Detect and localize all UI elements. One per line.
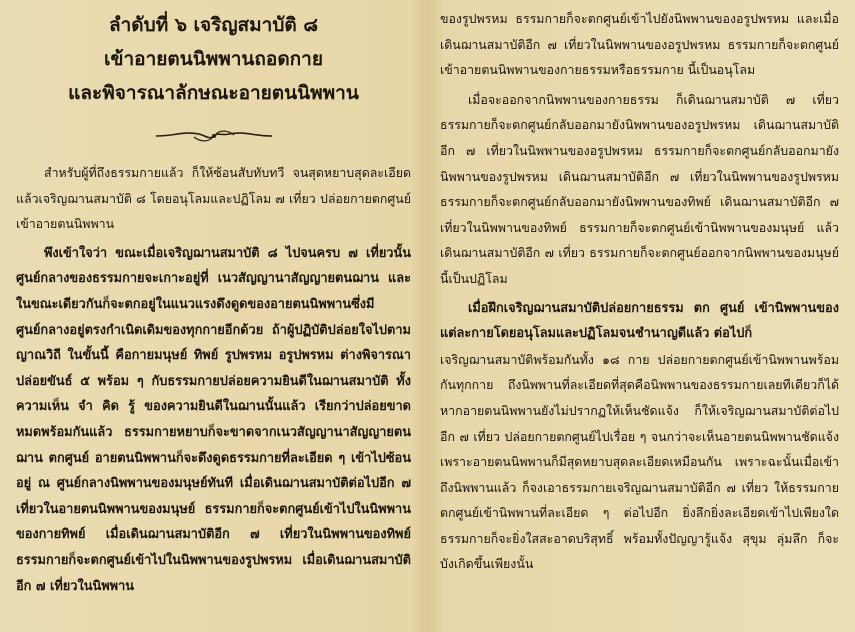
chapter-title-line-1: ลำดับที่ ๖ เจริญสมาบัติ ๘ [108, 14, 318, 36]
chapter-title-line-2: เข้าอายตนนิพพานถอดกาย [104, 48, 323, 70]
scroll-flourish-icon [154, 128, 274, 144]
paragraph-anuloma: ของรูปพรหม ธรรมกายก็จะตกศูนย์เข้าไปยังนิพพานของอรูปพรหม และเมื่อเดินฌานสมาบัติอีก ๗ เที่ยวในนิพพานของอรูปพรหม ธรรมกายก็จะตกศูนย์เข้าอายตนนิพพานของกายธรรมหรือธรรมกาย นี้เป็นอนุโลม [440, 11, 839, 78]
paragraph-all-bodies: เจริญฌานสมาบัติพร้อมกันทั้ง ๑๘ กาย ปล่อยกายตกศูนย์เข้านิพพานพร้อมกันทุกกาย ถึงนิพพานที่ละเอียดที่สุดคือนิพพานของธรรมกายเลยทีเดียวก็ได้ หากอายตนนิพพานยังไม่ปรากฏให้เห็นชัดแจ้ง ก็ให้เจริญฌานสมาบัติต่อไปอีก ๗ เที่ยว ปล่อยกายตกศูนย์ไปเรื่อย ๆ จนกว่าจะเห็นอายตนนิพพานชัดแจ้ง เพราะอายตนนิพพานก็มีสุดหยาบสุดละเอียดเหมือนกัน เพราะฉะนั้นเมื่อเข้าถึงนิพพานแล้ว ก็จงเอาธรรมกายเจริญฌานสมาบัติอีก ๗ เที่ยว ให้ธรรมกายตกศูนย์เข้านิพพานที่ละเอียด ๆ ต่อไปอีก ยิ่งลึกยิ่งละเอียดเข้าไปเพียงใด ธรรมกายก็จะยิ่งใสสะอาดบริสุทธิ์ พร้อมทั้งปัญญารู้แจ้ง สุขุม ลุ่มลึก ก็จะบังเกิดขึ้นเพียงนั้น [440, 351, 839, 572]
paragraph-explanation: พึงเข้าใจว่า ขณะเมื่อเจริญฌานสมาบัติ ๘ ไปจนครบ ๗ เที่ยวนั้น ศูนย์กลางของธรรมกายจะเกาะอยู่ที่ เนวสัญญานาสัญญายตนฌาน และในขณะเดียวกันก็จะตกอยู่ในแนวแรงดึงดูดของอายตนนิพพานซึ่งมีศูนย์กลางอยู่ตรงกำเนิดเดิมของทุกกายอีกด้วย ถ้าผู้ปฏิบัติปล่อยใจไปตามญาณวิถี ในขั้นนี้ คือกายมนุษย์ ทิพย์ รูปพรหม อรูปพรหม ต่างพิจารณาปล่อยขันธ์ ๕ พร้อม ๆ กับธรรมกายปล่อยความยินดีในฌานสมาบัติ ทั้งความเห็น จำ คิด รู้ ของความยินดีในฌานนั้นแล้ว เรียกว่าปล่อยขาดหมดพร้อมกันแล้ว ธรรมกายหยาบก็จะขาดจากเนวสัญญานาสัญญายตนฌาน ตกศูนย์ อายตนนิพพานก็จะดึงดูดธรรมกายที่ละเอียด ๆ เข้าไปซ้อนอยู่ ณ ศูนย์กลางนิพพานของมนุษย์ทันที เมื่อเดินฌานสมาบัติต่อไปอีก ๗ เที่ยวในอายตนนิพพานของมนุษย์ ธรรมกายก็จะตกศูนย์เข้าไปในนิพพานของกายทิพย์ เมื่อเดินฌานสมาบัติอีก ๗ เที่ยวในนิพพานของทิพย์ ธรรมกายก็จะตกศูนย์เข้าไปในนิพพานของรูปพรหม เมื่อเดินฌานสมาบัติอีก ๗ เที่ยวในนิพพาน [16, 245, 411, 594]
paragraph-practice: เมื่อฝึกเจริญฌานสมาบัติปล่อยกายธรรม ตก ศูนย์ เข้านิพพานของแต่ละกายโดยอนุโลมและปฏิโลมจนชำนาญดีแล้ว ต่อไปก็ [440, 300, 839, 342]
paragraph-patiloma: เมื่อจะออกจากนิพพานของกายธรรม ก็เดินฌานสมาบัติ ๗ เที่ยว ธรรมกายก็จะตกศูนย์กลับออกมายังนิพพานของอรูปพรหม เดินฌานสมาบัติอีก ๗ เที่ยวในนิพพานของอรูปพรหม ธรรมกายก็จะตกศูนย์กลับออกมายังนิพพานของรูปพรหม เดินฌานสมาบัติอีก ๗ เที่ยวในนิพพานของรูปพรหม ธรรมกายก็จะตกศูนย์กลับออกมายังนิพพานของทิพย์ เดินฌานสมาบัติอีก ๗ เที่ยวในนิพพานของทิพย์ ธรรมกายก็จะตกศูนย์เข้านิพพานของมนุษย์ แล้วเดินฌานสมาบัติอีก ๗ เที่ยว ธรรมกายก็จะตกศูนย์ออกจากนิพพานของมนุษย์ นี้เป็นปฏิโลม [440, 91, 839, 286]
left-column [0, 0, 425, 632]
paragraph-intro: สำหรับผู้ที่ถึงธรรมกายแล้ว ก็ให้ซ้อนสับทับทวี จนสุดหยาบสุดละเอียด แล้วเจริญฌานสมาบัติ ๘ โดยอนุโลมและปฏิโลม ๗ เที่ยว ปล่อยกายตกศูนย์เข้าอายตนนิพพาน [16, 165, 411, 232]
chapter-title-line-3: และพิจารณาลักษณะอายตนนิพพาน [68, 82, 359, 104]
right-column [428, 0, 855, 632]
